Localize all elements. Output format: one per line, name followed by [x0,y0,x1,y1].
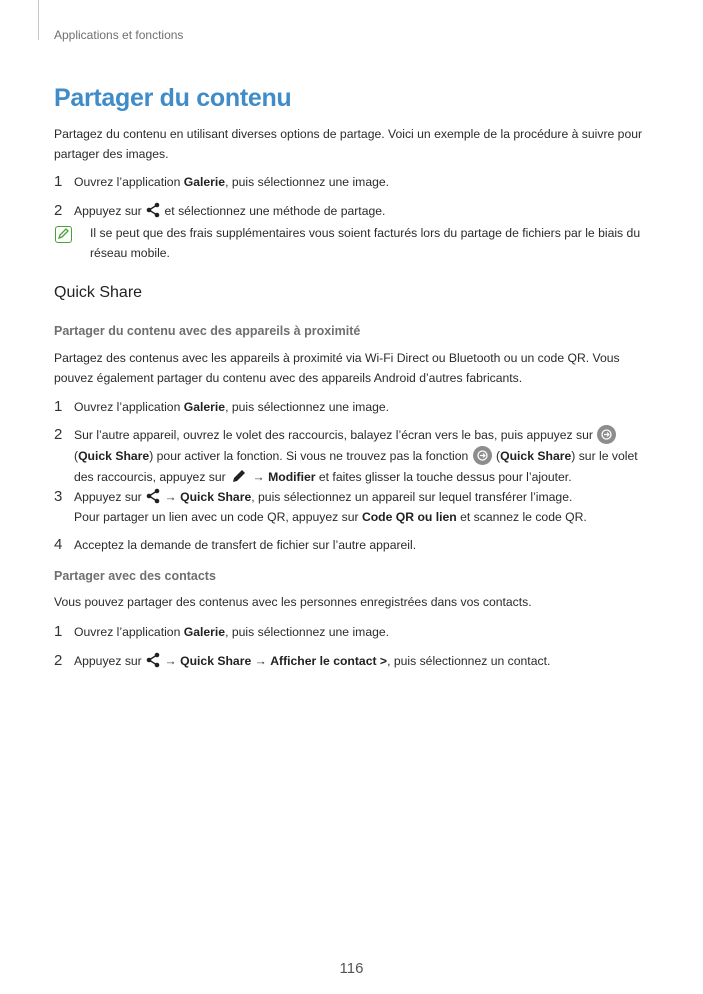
quick-share-icon [597,425,616,444]
contacts-intro: Vous pouvez partager des contenus avec les personnes enregistrées dans vos contacts. [54,595,532,609]
nearby-intro: Partagez des contenus avec les appareils à proximité via Wi-Fi Direct ou Bluetooth ou un code QR. Vous pouvez également partager du contenu avec des appareils Android d’autres fabricants. [54,351,620,385]
pencil-icon [231,468,247,484]
step-number: 2 [54,652,63,669]
note-text: Il se peut que des frais supplémentaires vous soient facturés lors du partage de fichiers par le biais du réseau mobile. [90,226,641,260]
step-text: Appuyez sur → Quick Share → Afficher le contact >, puis sélectionnez un contact. [74,654,551,668]
share-icon [146,488,160,504]
step-number: 1 [54,398,63,415]
step-text: Acceptez la demande de transfert de fichier sur l’autre appareil. [74,538,417,552]
step-text: Sur l’autre appareil, ouvrez le volet des raccourcis, balayez l’écran vers le bas, puis appuyez sur (Quick Share) pour activer la fonction. Si vous ne trouvez pas la fonction (Quick Share) sur le volet des raccourcis, appuyez sur → Modifier et faites glisser la touche dessus pour l’ajouter. [74,425,644,488]
step-number: 3 [54,488,63,505]
step-number: 1 [54,623,63,640]
header-rule [38,0,39,40]
nearby-subheading: Partager du contenu avec des appareils à proximité [54,324,361,338]
step-text: Appuyez sur → Quick Share, puis sélectionnez un appareil sur lequel transférer l’image. Pour partager un lien avec un code QR, appuyez sur Code QR ou lien et scannez le code QR. [74,490,587,524]
note-icon [55,226,72,243]
contacts-subheading: Partager avec des contacts [54,569,216,583]
share-icon [146,652,160,668]
section-header: Applications et fonctions [54,28,184,42]
intro-paragraph: Partagez du contenu en utilisant diverses options de partage. Voici un exemple de la procédure à suivre pour partager des images. [54,127,643,161]
step-text: Appuyez sur et sélectionnez une méthode de partage. [74,204,386,218]
quick-share-heading: Quick Share [54,284,143,301]
page-title: Partager du contenu [54,84,292,112]
step-number: 4 [54,536,63,553]
page-number: 116 [339,960,364,977]
share-icon [146,202,160,218]
step-number: 1 [54,173,63,190]
step-number: 2 [54,202,63,219]
step-text: Ouvrez l’application Galerie, puis sélectionnez une image. [74,175,390,189]
step-text: Ouvrez l’application Galerie, puis sélectionnez une image. [74,400,390,414]
step-text: Ouvrez l’application Galerie, puis sélectionnez une image. [74,625,390,639]
quick-share-icon [473,446,492,465]
step-number: 2 [54,426,63,443]
